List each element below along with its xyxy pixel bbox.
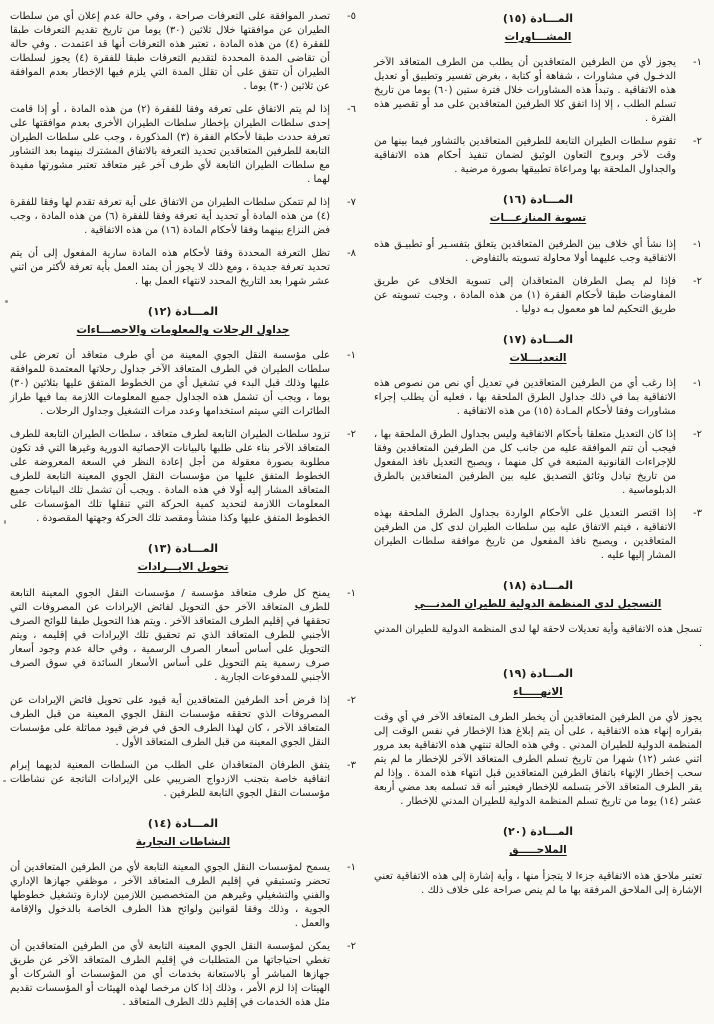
article-number: المـــادة (١٤) (147, 816, 219, 830)
article-number: المـــادة (١٢) (147, 305, 219, 318)
numbered-clause (374, 507, 702, 563)
article-heading-15 (374, 12, 702, 45)
clause-number: ٢- (693, 136, 702, 148)
clause-number: ٦- (347, 104, 356, 115)
clause-number: ٥- (347, 11, 356, 22)
clause-text: إذا لم يتم الاتفاق على تعرفة وفقا للفقرة (٢) من هذه المادة ، أو إذا قامت إحدى سلطات الطيران بإخطار سلطات الطيران الأخرى بعدم موافقتها على تعرفة حددت طبقا لأحكام الفقرة (٣) المذكورة ، وجب على سلطات الطيران التابعة للطرفين المتعاقدين تحديد التعرفة بالاتفاق المشترك بينهما بعد التشاور مع سلطات الطيران التابعة لأي طرف آخر غير متعاقد تعتبر مشورتها مفيدة لهما . (10, 104, 331, 185)
article-title (10, 834, 356, 850)
clause-text: يمنح كل طرف متعاقد مؤسسة / مؤسسات النقل الجوي المعينة التابعة للطرف المتعاقد الآخر حق التحويل لفائض الإيرادات عن المصروفات التي تحققها في إقليم الطرف المتعاقد الآخر . ويتم هذا التحويل طبقا للوائح الصرف الأجنبي للطرف المتعاقد الذي تم تحقيق تلك الإيرادات في إقليمه ، ويتم التحويل على أساس أسعار الصرف الرسمية ، وفي حالة عدم وجود أسعار صرف رسمية يتم التحويل على أساس الأسعار السائدة في سوق الصرف الأجنبي للمدفوعات الجارية . (10, 587, 330, 683)
numbered-clause (10, 196, 356, 238)
numbered-clause (374, 428, 702, 498)
clause-text: يتفق الطرفان المتعاقدان على الطلب من السلطات المعنية لديهما إبرام اتفاقية خاصة بتجنب الازدواج الضريبي على الإيرادات الناتجة عن نشاطات مؤسسات النقل الجوي التابعة للطرفين . (10, 759, 330, 799)
article-title-text: جداول الرحلات والمعلومات والاحصـــاءات (76, 324, 290, 336)
article-title (374, 842, 702, 858)
article-number: المـــادة (١٩) (502, 667, 574, 681)
clause-number: ٧- (347, 197, 356, 208)
article-title-text: تسوية المنازعـــات (489, 212, 587, 225)
article-title (10, 559, 356, 575)
clause-number: ٨- (347, 248, 356, 259)
clause-text: تقوم سلطات الطيران التابعة للطرفين المتعاقدين بالتشاور فيما بينها من وقت لآخر وبروح التعاون الوثيق لضمان تنفيذ أحكام هذه الاتفاقية والجداول الملحقة بها ومراعاة تطبيقها بصورة مرضية . (374, 136, 676, 176)
article-title (374, 210, 702, 226)
clause-text: تزود سلطات الطيران التابعة لطرف متعاقد ، سلطات الطيران التابعة للطرف المتعاقد الآخر بناء على طلبها بالبيانات الإحصائية الدورية وغيرها التي قد تكون مطلوبة بصورة معقولة من أجل إعادة النظر في السعة المعروضة على الخطوط المتفق عليها من مؤسسات النقل الجوي المعينة التابعة للطرف المتعاقد المشار إليه أولا في هذه المادة . ويجب أن تشمل تلك البيانات جميع المعلومات اللازمة لتحديد كمية الحركة التي تنقلها تلك المؤسسات على الخطوط المتفق عليها وكذا منشأ ومقصد تلك الحركة وجهتها المقصودة . (10, 429, 330, 525)
clause-number: ١- (693, 377, 702, 389)
numbered-clause (10, 247, 356, 289)
clause-number: ١- (693, 57, 702, 69)
article-heading-16 (374, 193, 702, 226)
numbered-clause (10, 349, 356, 419)
clause-text: تصدر الموافقة على التعرفات صراحة ، وفي حالة عدم إعلان أي من سلطات الطيران عن موافقتها خلال ثلاثين (٣٠) يوما من تاريخ تقديم التعرفات طبقا للفقرة (٤) من هذه المادة ، تعتبر هذه التعرفات أنها قد اعتمدت . وفي حالة أن تقاضى المدة المحددة لتقديم التعرفات طبقا للفقرة (٤) يجوز لسلطات الطيران أن تتفق على أن تقلل المدة التي يلزم فيها الإخطار بعدم الموافقة عن ثلاثين (٣٠) يوما . (10, 11, 331, 92)
article-title (374, 350, 702, 366)
numbered-clause (10, 103, 356, 187)
numbered-clause (10, 587, 356, 685)
article-title (374, 684, 702, 700)
article-heading-20 (374, 825, 702, 858)
clause-number: ٣- (693, 507, 702, 519)
article-heading-14 (10, 817, 356, 850)
numbered-clause (10, 861, 356, 931)
article-title-text: التسجيل لدى المنظمة الدولية للطيران المدنـــي (414, 597, 662, 610)
clause-text: إذا نشأ أي خلاف بين الطرفين المتعاقدين يتعلق بتفسـير أو تطبيـق هذه الاتفاقية وجب عليهما أولا محاولة تسويته بالتفاوض . (374, 238, 676, 264)
clause-text: إذا فرض أحد الطرفين المتعاقدين أية قيود على تحويل فائض الإيرادات عن المصروفات الذي تحققه مؤسسات النقل الجوي المعينة من قبل الطرف المتعاقد الآخر ، كان لهذا الطرف الحق في فرض قيود مماثلة على مؤسسات النقل الجوي المعينة من قبل الطرف المتعاقد الأول . (10, 694, 330, 748)
numbered-clause (374, 56, 702, 126)
clause-number: ٢- (347, 940, 356, 952)
scan-artifact (3, 780, 6, 782)
clause-number: ١- (347, 861, 356, 873)
article-title-text: الانهـــــاء (513, 686, 563, 699)
article-title-text: تحويل الايـــرادات (137, 561, 229, 574)
article-number: المـــادة (٢٠) (502, 825, 574, 839)
clause-text: على مؤسسة النقل الجوي المعينة من أي طرف متعاقد أن تعرض على سلطات الطيران في الطرف المتعاقد الآخر جداول رحلاتها المعتمدة للموافقة عليها وذلك قبل البدء في تشغيل أي من الخطوط المتفق عليها بثلاثين (٣٠) يوما ، ويجب أن تشمل هذه الجداول جميع المعلومات اللازمة بما فيها طراز الطائرات التي سيتم استخدامها وعدد مرات التشغيل وجداول الرحلات . (10, 350, 330, 418)
article-title (10, 322, 356, 338)
clause-text: يجوز لأي من الطرفين المتعاقدين أن يطلب من الطرف المتعاقد الآخر الدخـول في مشاورات ، شفاهة أو كتابة ، بغرض تفسير وتطبيق أو تعديل هذه الاتفاقية . وتبدأ هذه المشاورات خلال فترة ستين (٦٠) يوما من تاريخ تسلم الطلب ، إلا إذا اتفق كلا الطرفين المتعاقدين على مد أو تقصير هذه الفترة . (374, 57, 677, 125)
article-heading-19 (374, 667, 702, 700)
numbered-clause (374, 135, 702, 177)
article-number: المـــادة (١٧) (502, 332, 574, 346)
clause-text: إذا كان التعديل متعلقا بأحكام الاتفاقية وليس بجداول الطرق الملحقة بها ، فيجب أن تتم الموافقة عليه من جانب كل من الطرفين المتعاقدين وفقا للإجراءات القانونية المتبعة في كل منهما ، ويصبح التعديل نافذ المفعول من تاريخ تبادل وثائق التصديق عليه بين الطرفين المتعاقدين بالطرق الدبلوماسية . (374, 428, 676, 496)
clause-text: إذا اقتصر التعديل على الأحكام الواردة بجداول الطرق الملحقة بهذه الاتفاقية ، فيتم الاتفاق عليه بين سلطات الطيران لدى كل من الطرفين المتعاقدين ، ويصبح نافذ المفعول من تاريخ موافقة سلطات الطيران المشار إليها عليه . (374, 507, 676, 561)
clause-number: ٣- (347, 759, 356, 771)
clause-number: ٢- (693, 275, 702, 287)
numbered-clause (10, 759, 356, 801)
article-title (374, 29, 702, 45)
clause-number: ٢- (347, 694, 356, 706)
clause-number: ٢- (347, 429, 356, 441)
numbered-clause (374, 377, 702, 419)
article-body-text: تسجل هذه الاتفاقية وأية تعديلات لاحقة لها لدى المنظمة الدولية للطيران المدني . (374, 624, 702, 650)
clause-text: تظل التعرفة المحددة وفقا لأحكام هذه المادة سارية المفعول إلى أن يتم تحديد تعرفة جديدة ، ومع ذلك لا يجوز أن يمتد العمل بأية تعرفة لأكثر من اثني عشر شهرا بعد التاريخ المحدد لانتهاء العمل بها . (10, 248, 330, 287)
clause-text: إذا لم تتمكن سلطات الطيران من الاتفاق على أية تعرفة تقدم لها وفقا للفقرة (٤) من هذه المادة أو تحديد أية تعرفة وفقا للفقرة (٦) من هذه المادة ، وجب فض النزاع بينهما وفقا لأحكام المادة (١٦) من هذه الاتفاقية . (10, 197, 330, 236)
article-title-text: النشاطات التجارية (135, 835, 231, 848)
clause-number: ١- (347, 350, 356, 362)
clause-text: إذا رغب أي من الطرفين المتعاقدين في تعديل أي نص من نصوص هذه الاتفاقية بما في ذلك جداول الطرق الملحقة بها ، فعليه أن يطلب إجراء مشاورات وفقا لأحكام المـادة (١٥) من هذه الاتفاقية . (374, 377, 676, 417)
clause-number: ١- (347, 587, 356, 599)
numbered-clause (10, 694, 356, 750)
article-number: المـــادة (١٣) (147, 542, 219, 556)
clause-text: فإذا لم يصل الطرفان المتعاقدان إلى تسوية الخلاف عن طريق المفاوضات طبقا لأحكام الفقرة (١) من هذه المادة ، وجبت تسويته عن طريق التحكيم لما هو معمول بـه دوليا . (374, 275, 676, 315)
article-heading-12 (10, 305, 356, 338)
numbered-clause (374, 238, 702, 266)
article-title-text: الملاحـــــق (509, 844, 567, 857)
article-heading-18 (374, 579, 702, 612)
numbered-clause (10, 10, 356, 94)
article-number: المـــادة (١٦) (502, 193, 574, 207)
right-column (374, 10, 702, 1016)
clause-number: ٢- (693, 428, 702, 440)
article-body-text: يجوز لأي من الطرفين المتعاقدين أن يخطر الطرف المتعاقد الآخر في أي وقت بقراره إنهاء هذه الاتفاقية ، على أن يتم إبلاغ هذا الإخطار في نفس الوقت إلى المنظمة الدولية للطيران المدني . وفي هذه الحالة تنتهي هذه الاتفاقية بعد مرور اثني عشر (١٢) شهرا من تاريخ تسلم الطرف المتعاقد الآخر للإخطار ما لم يتم سحب إخطار الإنهاء باتفاق الطرفين المتعاقدين قبل انتهاء هذه المدة . وإذا لم يقر الطرف المتعاقد الآخر بتسلمه للإخطار فيعتبر أنه قد تسلمه بعد مضي أربعة عشر (١٤) يوما من تاريخ تسلم المنظمة الدولية للطيران المدني للإخطار . (374, 712, 703, 808)
two-column-layout (10, 10, 702, 1016)
article-title-text: التعديـــلات (509, 351, 567, 364)
article-body-text: تعتبر ملاحق هذه الاتفاقية جزءا لا يتجزأ منها ، وأية إشارة إلى هذه الاتفاقية تعني الإشارة إلى الملاحق المرفقة بها ما لم ينص صراحة على خلاف ذلك . (374, 870, 702, 896)
scan-artifact (4, 520, 6, 524)
article-heading-17 (374, 333, 702, 366)
clause-text: يسمح لمؤسسات النقل الجوي المعينة التابعة لأي من الطرفين المتعاقدين أن تحضر وتستبقي في إقليم الطرف المتعاقد الآخر ، موظفي جهازها الإداري والفني والتشغيلي وغيرهم من المتخصصين اللازمين لإدارة وتشغيل خطوطها الجوية ، وذلك وفقا لقوانين ولوائح هذا الطرف الخاصة بالدخول والإقامة والعمل . (10, 861, 330, 929)
clause-number: ١- (693, 238, 702, 250)
numbered-clause (10, 940, 356, 1010)
article-number: المـــادة (١٥) (502, 12, 574, 25)
article-title (374, 596, 702, 612)
scan-artifact (5, 300, 8, 303)
left-column (10, 10, 356, 1016)
numbered-clause (374, 275, 702, 317)
article-heading-13 (10, 542, 356, 575)
article-title-text: المشـــاورات (504, 31, 572, 43)
article-number: المـــادة (١٨) (502, 578, 574, 592)
numbered-clause (10, 428, 356, 526)
clause-text: يمكن لمؤسسة النقل الجوي المعينة التابعة لأي من الطرفين المتعاقدين أن تغطي احتياجاتها من المتطلبات في إقليم الطرف المتعاقد الآخر عن طريق جهازها المباشر أو بالاستعانة بخدمات أي من المؤسسات أو الشركات أو الهيئات إذا لزم الأمر ، وذلك إذا كان مرخصا لهذه الهيئات أو المؤسسات تقديم مثل هذه الخدمات في إقليم ذلك الطرف المتعاقد . (10, 940, 330, 1008)
